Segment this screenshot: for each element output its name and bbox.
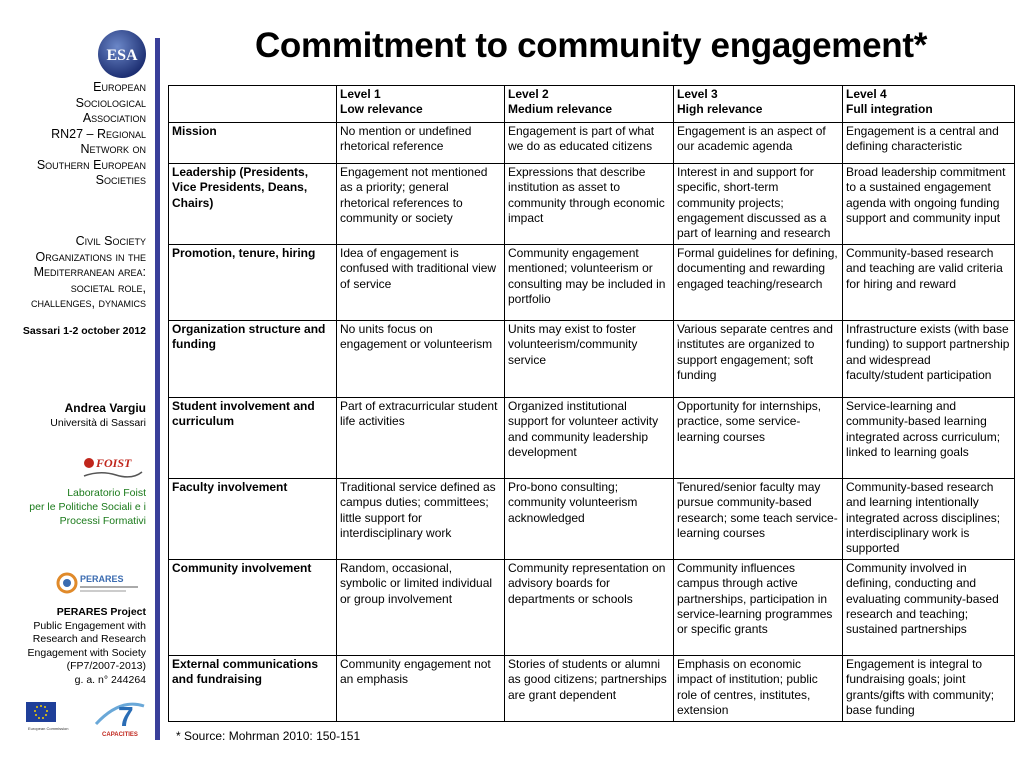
table-cell: Emphasis on economic impact of institution; public role of centres, institutes, extension (674, 656, 843, 722)
table-cell: Service-learning and community-based learning integrated across curriculum; linked to learning goals (843, 398, 1015, 479)
engagement-table (168, 85, 1015, 722)
table-cell: No mention or undefined rhetorical reference (337, 123, 505, 164)
table-header-empty (169, 86, 337, 123)
perares-info (0, 606, 146, 687)
header-level: Level 3 (677, 87, 718, 101)
perares-title: PERARES Project (56, 606, 146, 618)
perares-line: Research and Research (32, 633, 146, 645)
sidebar (0, 0, 152, 768)
header-level: Level 2 (508, 87, 549, 101)
conference-date: Sassari 1-2 october 2012 (22, 325, 146, 337)
row-label: External communications and fundraising (169, 656, 337, 722)
table-cell: Units may exist to foster volunteerism/community service (505, 321, 674, 398)
table-cell: Expressions that describe institution as asset to community through economic impact (505, 164, 674, 245)
lab-info (0, 486, 146, 528)
table-cell: Community influences campus through active partnerships, participation in service-learning programmes or specific grants (674, 560, 843, 656)
conference-line: Civil Society (75, 234, 146, 248)
table-cell: No units focus on engagement or volunteerism (337, 321, 505, 398)
association-info (0, 80, 146, 189)
table-row (169, 245, 1015, 321)
table-row (169, 164, 1015, 245)
row-label: Promotion, tenure, hiring (169, 245, 337, 321)
table-cell: Part of extracurricular student life activities (337, 398, 505, 479)
perares-logo-text: PERARES (80, 574, 124, 584)
header-name: Medium relevance (508, 102, 613, 117)
table-row (169, 321, 1015, 398)
row-label: Community involvement (169, 560, 337, 656)
table-cell: Community representation on advisory boards for departments or schools (505, 560, 674, 656)
foist-logo (80, 452, 146, 482)
row-label: Organization structure and funding (169, 321, 337, 398)
table-row (169, 656, 1015, 722)
source-note: * Source: Mohrman 2010: 150-151 (176, 729, 361, 743)
table-cell: Organized institutional support for volunteer activity and community leadership development (505, 398, 674, 479)
eu-logo-caption: European Commission (28, 726, 69, 731)
author-block (0, 401, 146, 431)
perares-logo (56, 570, 144, 596)
conference-line: challenges, dynamics (31, 296, 146, 310)
header-name: High relevance (677, 102, 763, 117)
table-cell: Engagement is integral to fundraising goals; joint grants/gifts with community; base funding (843, 656, 1015, 722)
row-label: Leadership (Presidents, Vice Presidents, Deans, Chairs) (169, 164, 337, 245)
author-name: Andrea Vargiu (64, 401, 146, 415)
table-cell: Traditional service defined as campus duties; committees; little support for interdisciplinary work (337, 479, 505, 560)
eu-commission-logo (26, 702, 70, 734)
table-cell: Broad leadership commitment to a sustained engagement agenda with ongoing funding support and community input (843, 164, 1015, 245)
association-line: Association (82, 111, 146, 125)
lab-line: Laboratorio Foist (67, 487, 146, 499)
conference-line: Organizations in the (35, 249, 146, 264)
accent-divider (155, 38, 160, 740)
table-cell: Various separate centres and institutes are organized to support engagement; soft funding (674, 321, 843, 398)
association-line: Southern European (36, 157, 146, 172)
table-header-cell (505, 86, 674, 123)
table-header-row (169, 86, 1015, 123)
author-university: Università di Sassari (50, 417, 146, 429)
page-title: Commitment to community engagement* (254, 26, 928, 65)
table-header-cell (674, 86, 843, 123)
association-line: Network on (80, 142, 146, 156)
table-row (169, 560, 1015, 656)
esa-logo-text: ESA (106, 47, 138, 64)
table-cell: Community involved in defining, conducting and evaluating community-based research and teaching; sustained partnerships (843, 560, 1015, 656)
association-line: Societies (95, 173, 146, 187)
table-cell: Interest in and support for specific, short-term community projects; engagement discussed as a part of learning and research (674, 164, 843, 245)
row-label: Student involvement and curriculum (169, 398, 337, 479)
table-row (169, 398, 1015, 479)
header-level: Level 1 (340, 87, 381, 101)
perares-line: (FP7/2007-2013) (66, 660, 146, 672)
table-cell: Stories of students or alumni as good citizens; partnerships are grant dependent (505, 656, 674, 722)
fp7-logo-text: 7 (118, 701, 134, 732)
table-header-cell (337, 86, 505, 123)
conference-title (0, 234, 146, 312)
conference-line: Mediterranean area: (33, 265, 146, 279)
fp7-capacities-logo (92, 694, 148, 738)
header-name: Full integration (846, 102, 933, 117)
esa-logo (96, 28, 148, 80)
association-line: European (93, 80, 146, 94)
table-cell: Community-based research and learning intentionally integrated across disciplines; interdisciplinary work is supported (843, 479, 1015, 560)
foist-logo-text: FOIST (96, 456, 132, 470)
association-line: Sociological (75, 95, 146, 110)
conference-line: societal role, (70, 280, 146, 295)
table-row (169, 479, 1015, 560)
table-row (169, 123, 1015, 164)
table-cell: Engagement is a central and defining characteristic (843, 123, 1015, 164)
fp7-caption: CAPACITIES (102, 732, 138, 738)
row-label: Mission (169, 123, 337, 164)
table-cell: Idea of engagement is confused with traditional view of service (337, 245, 505, 321)
table-cell: Community-based research and teaching are valid criteria for hiring and reward (843, 245, 1015, 321)
perares-line: Public Engagement with (33, 619, 146, 632)
header-name: Low relevance (340, 102, 423, 117)
table-cell: Random, occasional, symbolic or limited individual or group involvement (337, 560, 505, 656)
table-cell: Community engagement not an emphasis (337, 656, 505, 722)
table-cell: Engagement not mentioned as a priority; general rhetorical references to community or society (337, 164, 505, 245)
lab-line: Processi Formativi (59, 515, 146, 527)
table-cell: Opportunity for internships, practice, some service-learning courses (674, 398, 843, 479)
table-cell: Engagement is an aspect of our academic agenda (674, 123, 843, 164)
table-cell: Community engagement mentioned; volunteerism or consulting may be included in portfolio (505, 245, 674, 321)
table-cell: Formal guidelines for defining, documenting and rewarding engaged teaching/research (674, 245, 843, 321)
table-cell: Tenured/senior faculty may pursue community-based research; some teach service-learning courses (674, 479, 843, 560)
row-label: Faculty involvement (169, 479, 337, 560)
association-line: RN27 – Regional (51, 126, 146, 141)
perares-line: g. a. n° 244264 (74, 673, 146, 686)
table-cell: Pro-bono consulting; community volunteerism acknowledged (505, 479, 674, 560)
table-cell: Infrastructure exists (with base funding) to support partnership and widespread faculty/student participation (843, 321, 1015, 398)
perares-line: Engagement with Society (27, 646, 146, 659)
table-cell: Engagement is part of what we do as educated citizens (505, 123, 674, 164)
lab-line: per le Politiche Sociali e i (29, 501, 146, 513)
header-level: Level 4 (846, 87, 887, 101)
table-header-cell (843, 86, 1015, 123)
